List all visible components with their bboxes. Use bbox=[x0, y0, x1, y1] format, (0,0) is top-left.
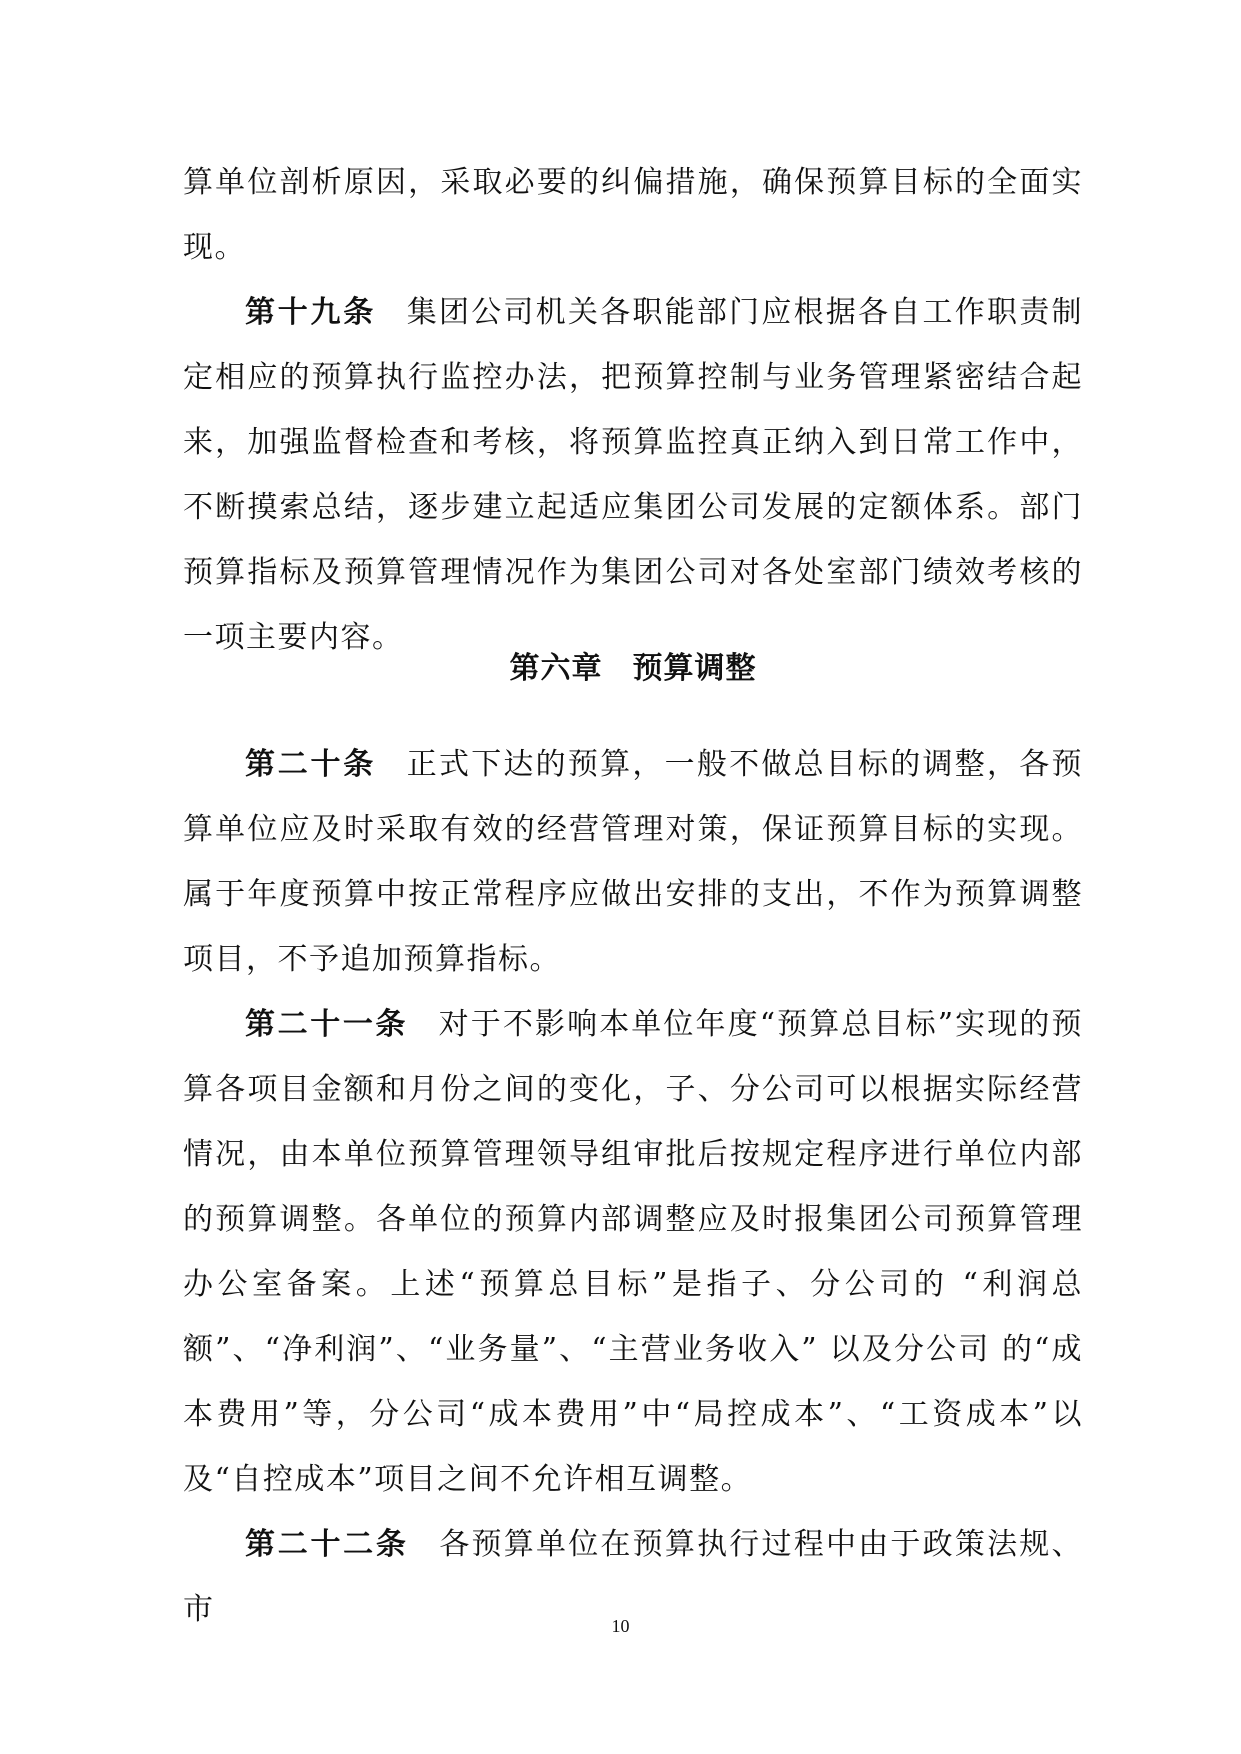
article-number: 第十九条 bbox=[245, 295, 376, 330]
article-text: 对于不影响本单位年度“预算总目标”实现的预算各项目金额和月份之间的变化，子、分公司可以根据实际经营情况，由本单位预算管理领导组审批后按规定程序进行单位内部的预算调整。各单位的预算内部调整应及时报集团公司预算管理办公室备案。上述“预算总目标”是指子、分公司的 “利润总额”、“净利润”、“业务量”、“主营业务收入” 以及分公司 的“成本费用”等，分公司“成本费用”中“局控成本”、“工资成本”以及“自控成本”项目之间不允许相互调整。 bbox=[183, 1007, 1083, 1497]
article-text: 集团公司机关各职能部门应根据各自工作职责制定相应的预算执行监控办法，把预算控制与业务管理紧密结合起来，加强监督检查和考核，将预算监控真正纳入到日常工作中，不断摸索总结，逐步建立起适应集团公司发展的定额体系。部门预算指标及预算管理情况作为集团公司对各处室部门绩效考核的一项主要内容。 bbox=[183, 295, 1084, 655]
chapter-title: 预算调整 bbox=[632, 651, 757, 686]
article-number: 第二十一条 bbox=[245, 1007, 409, 1042]
page-number: 10 bbox=[611, 1616, 630, 1636]
paragraph-continuation bbox=[183, 150, 1083, 280]
article-text: 正式下达的预算，一般不做总目标的调整，各预算单位应及时采取有效的经营管理对策，保证预算目标的实现。属于年度预算中按正常程序应做出安排的支出，不作为预算调整项目，不予追加预算指标。 bbox=[183, 747, 1084, 977]
text-block-bottom bbox=[183, 732, 1083, 1642]
chapter-number: 第六章 bbox=[509, 651, 603, 686]
article-text: 各预算单位在预算执行过程中由于政策法规、市 bbox=[183, 1527, 1084, 1627]
article-20 bbox=[183, 732, 1083, 992]
paragraph-text: 算单位剖析原因，采取必要的纠偏措施，确保预算目标的全面实现。 bbox=[183, 165, 1083, 265]
article-number: 第二十条 bbox=[245, 747, 376, 782]
text-block-top bbox=[183, 150, 1083, 670]
article-number: 第二十二条 bbox=[245, 1527, 409, 1562]
article-19 bbox=[183, 280, 1083, 670]
article-21 bbox=[183, 992, 1083, 1512]
chapter-heading bbox=[183, 636, 1083, 701]
